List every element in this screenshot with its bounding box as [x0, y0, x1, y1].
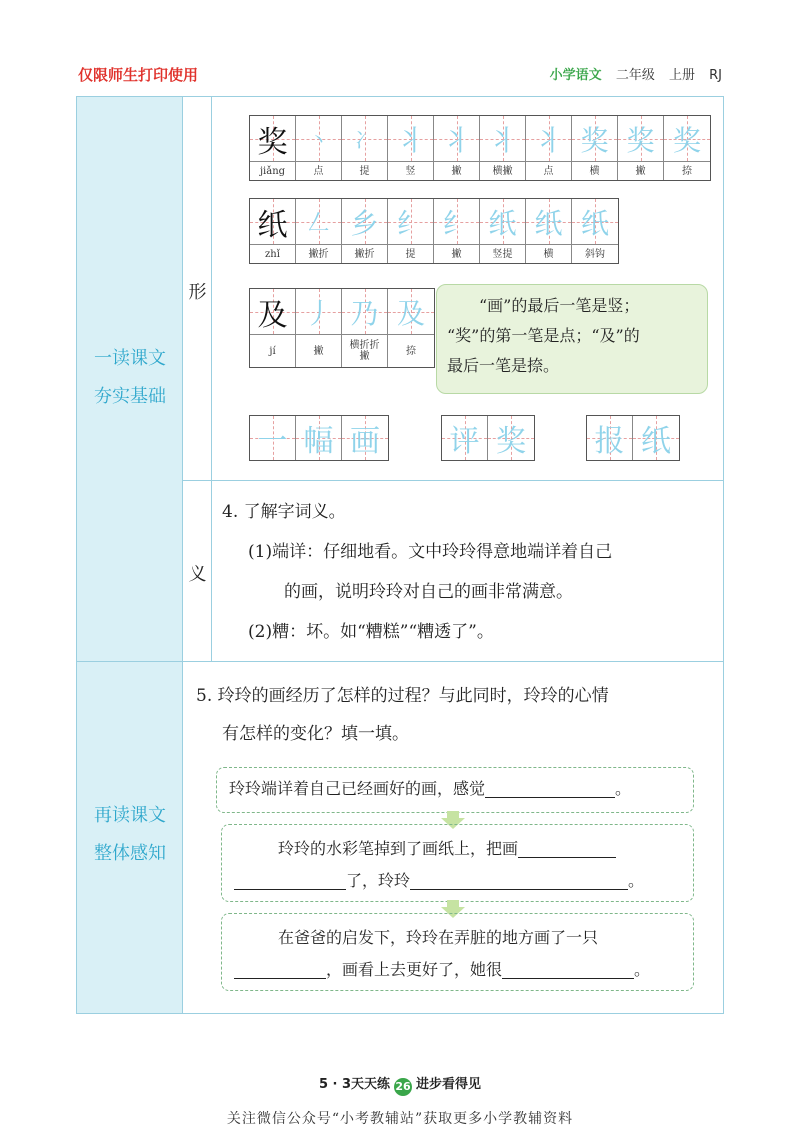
answer-blank[interactable]: [234, 959, 326, 979]
section2-label: 再读课文 整体感知: [94, 805, 166, 864]
stroke-grid-ji: 及 jí 丿 撇 乃 横折折撇 及 捺: [249, 288, 435, 368]
answer-blank[interactable]: [234, 870, 346, 890]
process-box-3: 在爸爸的启发下，玲玲在弄脏的地方画了一只 ，画看上去更好了，她很 。: [221, 913, 694, 991]
page-number: 26: [394, 1078, 412, 1096]
print-notice: 仅限师生打印使用: [78, 66, 199, 84]
stroke-grid-jiang: 奖 jiǎng 丶 点 冫 提 丬 竖 丬 撇 丬 横撇 丬 点 奖 横 奖 撇 奖 捺: [249, 115, 711, 181]
answer-blank[interactable]: [518, 838, 616, 858]
meaning-label: 义: [188, 564, 207, 585]
form-label: 形: [188, 282, 207, 303]
section1-label: 一读课文 夯实基础: [94, 348, 166, 407]
word-grid-yifuhua: 一 幅 画: [249, 415, 389, 461]
word-grid-baozhi: 报 纸: [586, 415, 680, 461]
volume: 上册: [668, 68, 695, 83]
section-label-column: [77, 97, 183, 1013]
stroke-grid-zhi: 纸 zhǐ 𠃋 撇折 乡 撇折 纟 提 纟 撇 纸 竖提 纸 横 纸 斜钩: [249, 198, 619, 264]
answer-blank[interactable]: [502, 959, 634, 979]
book-info: [550, 64, 722, 83]
process-box-2: 玲玲的水彩笔掉到了画纸上，把画 了，玲玲 。: [221, 824, 694, 902]
divider: [183, 480, 724, 481]
grade: 二年级: [615, 68, 655, 83]
q5-title: 5. 玲玲的画经历了怎样的过程？与此同时，玲玲的心情: [196, 686, 609, 706]
q5-title-cont: 有怎样的变化？填一填。: [222, 724, 409, 744]
q4-item1: (1)端详：仔细地看。文中玲玲得意地端详着自己: [248, 542, 613, 562]
divider: [77, 661, 724, 662]
edition: RJ: [709, 68, 722, 83]
answer-blank[interactable]: [485, 778, 615, 798]
q4-item2: (2)糟：坏。如“糟糕”“糟透了”。: [248, 622, 494, 642]
q4-title: 4. 了解字词义。: [222, 502, 346, 522]
process-box-1: 玲玲端详着自己已经画好的画，感觉 。: [216, 767, 694, 813]
answer-blank[interactable]: [410, 870, 628, 890]
q4-item1-cont: 的画，说明玲玲对自己的画非常满意。: [284, 582, 573, 602]
page-footer: 5 · 3天天练 26 进步看得见: [0, 1073, 800, 1096]
stroke-note: “画”的最后一笔是竖； “奖”的第一笔是点；“及”的 最后一笔是捺。: [436, 284, 708, 394]
word-grid-pingjiang: 评 奖: [441, 415, 535, 461]
subject: 小学语文: [549, 68, 602, 83]
watermark-text: 关注微信公众号“小考教辅站”获取更多小学教辅资料: [226, 1111, 574, 1127]
